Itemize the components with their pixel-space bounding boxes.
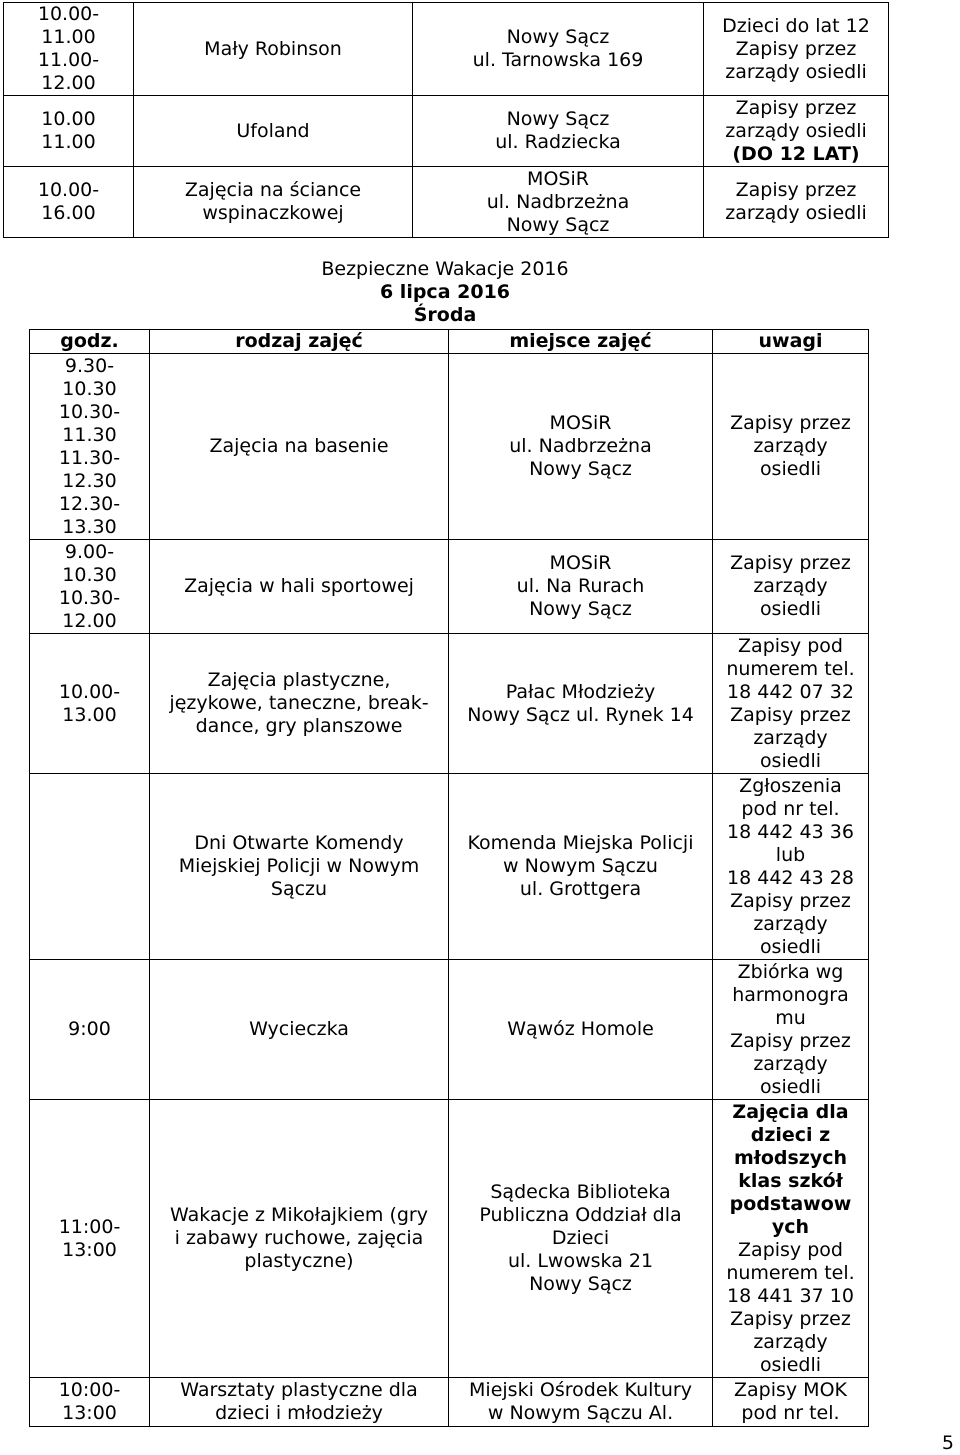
time-cell	[30, 774, 150, 960]
time-cell: 9.30- 10.30 10.30- 11.30 11.30- 12.30 12.30- 13.30	[30, 354, 150, 540]
notes-cell	[704, 3, 889, 96]
table-row	[30, 634, 869, 774]
time-cell: 10.00- 11.00 11.00- 12.00	[4, 3, 134, 96]
table-row	[30, 540, 869, 634]
activity-cell: Zajęcia na basenie	[150, 354, 449, 540]
notes-cell	[704, 167, 889, 238]
place-cell: MOSiR ul. Nadbrzeżna Nowy Sącz	[449, 354, 713, 540]
table-row	[30, 1378, 869, 1427]
table-row	[4, 167, 889, 238]
activity-cell: Ufoland	[134, 96, 413, 167]
time-cell: 11:00- 13:00	[30, 1100, 150, 1378]
place-cell: MOSiR ul. Na Rurach Nowy Sącz	[449, 540, 713, 634]
time-cell: 10.00- 16.00	[4, 167, 134, 238]
activity-cell: Mały Robinson	[134, 3, 413, 96]
table-row	[30, 1100, 869, 1378]
place-cell: Pałac Młodzieży Nowy Sącz ul. Rynek 14	[449, 634, 713, 774]
notes-cell: Zapisy przez zarządy osiedli	[713, 354, 869, 540]
place-cell: Komenda Miejska Policji w Nowym Sączu ul. Grottgera	[449, 774, 713, 960]
audience-note: Zajęcia dla dzieci z młodszych klas szkół podstawow ych	[729, 1100, 852, 1238]
table-row	[30, 354, 869, 540]
notes-text: Zapisy przez zarządy osiedli	[725, 179, 867, 224]
page-number: 5	[941, 1432, 954, 1454]
notes-text: Zapisy pod numerem tel. 18 441 37 10 Zapisy przez zarządy osiedli	[726, 1238, 855, 1376]
notes-text: Zapisy przez zarządy osiedli	[725, 96, 867, 142]
table-row	[4, 3, 889, 96]
notes-cell: Zbiórka wg harmonogra mu Zapisy przez zarządy osiedli	[713, 960, 869, 1100]
activity-cell: Dni Otwarte Komendy Miejskiej Policji w Nowym Sączu	[150, 774, 449, 960]
notes-cell: Zapisy pod numerem tel. 18 442 07 32 Zapisy przez zarządy osiedli	[713, 634, 869, 774]
activity-cell: Zajęcia na ściance wspinaczkowej	[134, 167, 413, 238]
activity-cell: Wycieczka	[150, 960, 449, 1100]
place-cell: MOSiR ul. Nadbrzeżna Nowy Sącz	[413, 167, 704, 238]
place-cell: Sądecka Biblioteka Publiczna Oddział dla Dzieci ul. Lwowska 21 Nowy Sącz	[449, 1100, 713, 1378]
place-cell: Wąwóz Homole	[449, 960, 713, 1100]
notes-text: Dzieci do lat 12 Zapisy przez zarządy osiedli	[722, 14, 870, 83]
age-limit-note: (DO 12 LAT)	[732, 142, 860, 165]
day-heading	[0, 258, 890, 327]
time-cell: 9:00	[30, 960, 150, 1100]
program-title: Bezpieczne Wakacje 2016	[321, 258, 569, 280]
schedule-table-top	[3, 2, 889, 238]
notes-cell	[713, 1100, 869, 1378]
place-cell: Nowy Sącz ul. Tarnowska 169	[413, 3, 704, 96]
activity-cell: Zajęcia w hali sportowej	[150, 540, 449, 634]
notes-cell: Zapisy przez zarządy osiedli	[713, 540, 869, 634]
column-header-place: miejsce zajęć	[449, 330, 713, 354]
time-cell: 10.00 11.00	[4, 96, 134, 167]
header-row	[30, 330, 869, 354]
notes-cell: Zgłoszenia pod nr tel. 18 442 43 36 lub 18 442 43 28 Zapisy przez zarządy osiedli	[713, 774, 869, 960]
time-cell: 10:00- 13:00	[30, 1378, 150, 1427]
column-header-notes: uwagi	[713, 330, 869, 354]
table-row	[30, 774, 869, 960]
date-label: 6 lipca 2016	[379, 281, 511, 303]
activity-cell: Warsztaty plastyczne dla dzieci i młodzieży	[150, 1378, 449, 1427]
table-row	[30, 960, 869, 1100]
activity-cell: Wakacje z Mikołajkiem (gry i zabawy ruchowe, zajęcia plastyczne)	[150, 1100, 449, 1378]
time-cell: 10.00- 13.00	[30, 634, 150, 774]
activity-cell: Zajęcia plastyczne, językowe, taneczne, break- dance, gry planszowe	[150, 634, 449, 774]
place-cell: Miejski Ośrodek Kultury w Nowym Sączu Al.	[449, 1378, 713, 1427]
notes-cell: Zapisy MOK pod nr tel.	[713, 1378, 869, 1427]
table-row	[4, 96, 889, 167]
schedule-table-day	[29, 329, 869, 1427]
weekday-label: Środa	[413, 304, 477, 326]
column-header-time: godz.	[30, 330, 150, 354]
time-cell: 9.00- 10.30 10.30- 12.00	[30, 540, 150, 634]
place-cell: Nowy Sącz ul. Radziecka	[413, 96, 704, 167]
notes-cell	[704, 96, 889, 167]
column-header-activity: rodzaj zajęć	[150, 330, 449, 354]
